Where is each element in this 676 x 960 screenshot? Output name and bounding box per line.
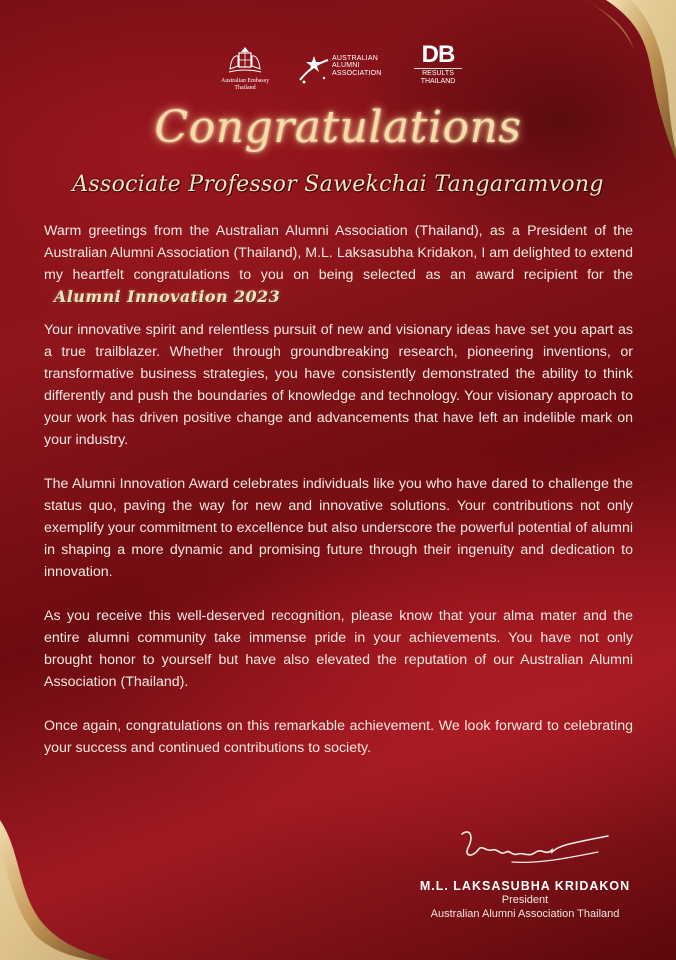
db-results-thailand-logo [408,42,468,96]
db-caption: RESULTS THAILAND [414,68,462,86]
paragraph-award-celebrates: The Alumni Innovation Award celebrates individuals like you who have dared to challenge the status quo, paving the way for new and innovative solutions. Your contributions not only exemplify your commitment to excellence but also underscore the powerful potential of alumni in shaping a more dynamic and promising future through their ingenuity and dedication to innovation. [44,476,633,580]
signatory-block [410,878,640,921]
gold-ribbon-bottom-left [0,810,110,960]
aaa-caption: AUSTRALIAN ALUMNI ASSOCIATION [332,55,382,77]
intro-paragraph [44,220,633,309]
paragraph-recognition: As you receive this well-deserved recognition, please know that your alma mater and the entire alumni community take immense pride in your achievements. You have not only brought honor to yourself but have also elevated the reputation of our Australian Alumni Association (Thailand). [44,608,633,690]
australian-alumni-association-logo [298,52,388,92]
signatory-name: M.L. LAKSASUBHA KRIDAKON [419,879,631,893]
recipient-name: Associate Professor Sawekchai Tangaramvong [72,172,604,197]
letter-body [44,220,633,781]
australian-embassy-logo [212,44,278,92]
handwritten-signature [448,822,618,882]
award-name: Alumni Innovation 2023 [54,287,281,306]
signatory-organization: Australian Alumni Association Thailand [430,908,620,920]
paragraph-innovative-spirit: Your innovative spirit and relentless pursuit of new and visionary ideas have set you apart as a true trailblazer. Whether through groundbreaking research, pioneering inventions, or transformative business strategies, you have consistently demonstrated the ability to think differently and push the boundaries of knowledge and technology. Your visionary approach to your work has driven positive change and advancements that have left an indelible mark on your industry. [44,322,633,448]
intro-text: Warm greetings from the Australian Alumni Association (Thailand), as a President of the Australian Alumni Association (Thailand), M.L. Laksasubha Kridakon, I am delighted to extend my heartfelt congratulations to you on being selected as an award recipient for the [44,223,633,283]
paragraph-closing: Once again, congratulations on this remarkable achievement. We look forward to celebrating your success and continued contributions to society. [44,718,633,756]
db-mark: DB [421,41,455,68]
signatory-role: President [501,894,549,906]
star-swoosh-icon [298,52,332,88]
embassy-caption: Australian Embassy Thailand [220,78,270,91]
congratulations-heading: Congratulations [154,102,522,153]
partner-logos [0,42,676,102]
coat-of-arms-icon [225,44,265,78]
